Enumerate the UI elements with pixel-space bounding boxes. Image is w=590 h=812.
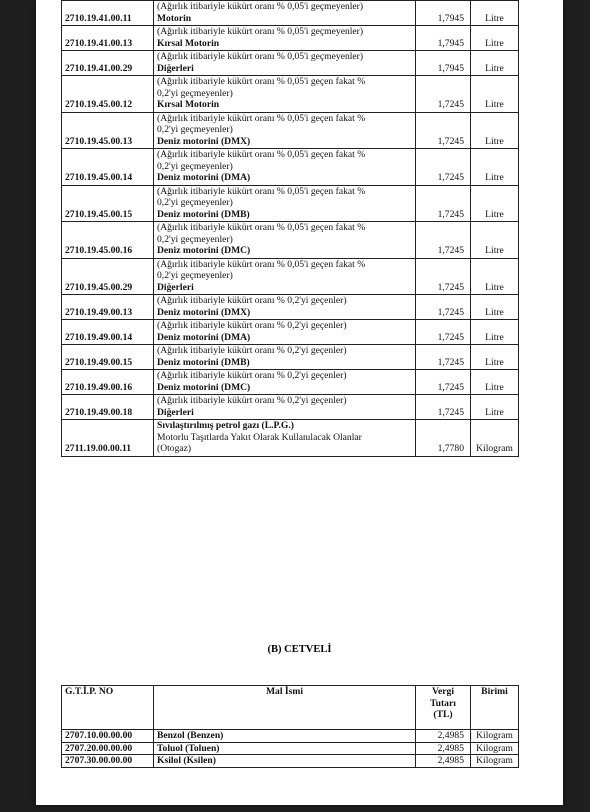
unit-cell: Litre xyxy=(471,222,519,259)
unit-cell: Kilogram xyxy=(471,730,519,743)
tax-amount-cell: 1,7945 xyxy=(416,26,471,51)
product-name-bold: Kırsal Motorin xyxy=(157,99,220,110)
product-name-line: (Otogaz) xyxy=(157,443,192,454)
product-name-line: (Ağırlık itibariyle kükürt oranı % 0,05'i geçen fakat % xyxy=(157,222,366,233)
tax-amount-cell: 1,7780 xyxy=(416,420,471,457)
product-name-bold: Diğerleri xyxy=(157,281,194,293)
product-name-cell xyxy=(154,370,416,395)
product-name-line: 0,2'yi geçmeyenler) xyxy=(157,160,233,172)
product-name-cell xyxy=(154,76,416,113)
gtip-code-cell: 2710.19.49.00.13 xyxy=(62,295,154,320)
tax-amount-cell: 1,7245 xyxy=(416,258,471,295)
product-name-line: (Ağırlık itibariyle kükürt oranı % 0,05'i geçen fakat % xyxy=(157,258,366,270)
unit-cell: Litre xyxy=(471,395,519,420)
column-header-code: G.T.İ.P. NO xyxy=(62,686,154,730)
gtip-code-cell: 2710.19.49.00.16 xyxy=(62,370,154,395)
tax-table-b xyxy=(61,685,519,768)
column-header-tax xyxy=(416,686,471,730)
product-name-bold: Deniz motorini (DMX) xyxy=(157,306,251,318)
product-name-line: (Ağırlık itibariyle kükürt oranı % 0,05'i geçmeyenler) xyxy=(157,26,364,37)
table-row xyxy=(62,222,519,259)
unit-cell: Litre xyxy=(471,295,519,320)
product-name-line: (Ağırlık itibariyle kükürt oranı % 0,05'i geçen fakat % xyxy=(157,149,366,160)
product-name-cell xyxy=(154,295,416,320)
gtip-code-cell: 2707.10.00.00.00 xyxy=(62,730,154,743)
gtip-code-cell: 2710.19.45.00.16 xyxy=(62,222,154,259)
product-name-line: (Ağırlık itibariyle kükürt oranı % 0,2'yi geçenler) xyxy=(157,345,347,356)
tax-amount-cell: 1,7945 xyxy=(416,51,471,76)
document-page xyxy=(36,0,563,805)
product-name-cell xyxy=(154,320,416,345)
table-row xyxy=(62,755,519,768)
product-name-line: (Ağırlık itibariyle kükürt oranı % 0,2'yi geçenler) xyxy=(157,395,347,406)
gtip-code-cell: 2710.19.41.00.29 xyxy=(62,51,154,76)
product-name-line: 0,2'yi geçmeyenler) xyxy=(157,270,233,281)
table-row xyxy=(62,258,519,295)
product-name-cell xyxy=(154,258,416,295)
product-name-cell xyxy=(154,26,416,51)
product-name-bold: Deniz motorini (DMA) xyxy=(157,331,251,343)
tax-amount-cell: 1,7245 xyxy=(416,222,471,259)
unit-cell: Litre xyxy=(471,258,519,295)
gtip-code-cell: 2710.19.45.00.13 xyxy=(62,112,154,149)
table-row xyxy=(62,730,519,743)
gtip-code-cell: 2710.19.49.00.18 xyxy=(62,395,154,420)
product-name-line: (Ağırlık itibariyle kükürt oranı % 0,2'yi geçenler) xyxy=(157,295,347,306)
unit-cell: Litre xyxy=(471,149,519,186)
tax-table-b-body xyxy=(62,730,519,768)
product-name-bold: Deniz motorini (DMA) xyxy=(157,172,251,183)
table-row xyxy=(62,420,519,457)
product-name-cell xyxy=(154,395,416,420)
gtip-code-cell: 2710.19.41.00.11 xyxy=(62,1,154,26)
unit-cell: Litre xyxy=(471,345,519,370)
product-name-bold: Deniz motorini (DMB) xyxy=(157,356,250,368)
unit-cell: Litre xyxy=(471,76,519,113)
table-row xyxy=(62,395,519,420)
tax-amount-cell: 1,7245 xyxy=(416,370,471,395)
product-name-cell xyxy=(154,51,416,76)
tax-amount-cell: 1,7945 xyxy=(416,1,471,26)
product-name-line: 0,2'yi geçmeyenler) xyxy=(157,233,233,245)
table-row xyxy=(62,149,519,186)
unit-cell: Litre xyxy=(471,185,519,222)
tax-amount-cell: 1,7245 xyxy=(416,76,471,113)
product-name-line: 0,2'yi geçmeyenler) xyxy=(157,124,233,135)
product-name-line: (Ağırlık itibariyle kükürt oranı % 0,05'i geçmeyenler) xyxy=(157,1,364,12)
product-name-cell xyxy=(154,149,416,186)
gtip-code-cell: 2710.19.49.00.15 xyxy=(62,345,154,370)
column-header-tax-line: (TL) xyxy=(433,709,453,720)
product-name-line: 0,2'yi geçmeyenler) xyxy=(157,197,233,208)
product-name-bold: Deniz motorini (DMB) xyxy=(157,208,250,220)
product-name-bold: Deniz motorini (DMC) xyxy=(157,381,251,393)
table-row xyxy=(62,112,519,149)
gtip-code-cell: 2710.19.49.00.14 xyxy=(62,320,154,345)
product-name-cell: Benzol (Benzen) xyxy=(154,730,416,743)
tax-amount-cell: 2,4985 xyxy=(416,755,471,768)
gtip-code-cell: 2707.30.00.00.00 xyxy=(62,755,154,768)
table-row xyxy=(62,51,519,76)
product-name-line: (Ağırlık itibariyle kükürt oranı % 0,05'i geçen fakat % xyxy=(157,76,366,87)
product-name-cell xyxy=(154,185,416,222)
column-header-tax-line: Tutarı xyxy=(430,697,456,709)
product-name-line: (Ağırlık itibariyle kükürt oranı % 0,2'yi geçenler) xyxy=(157,320,347,331)
tax-amount-cell: 1,7245 xyxy=(416,185,471,222)
tax-amount-cell: 1,7245 xyxy=(416,295,471,320)
gtip-code-cell: 2710.19.45.00.29 xyxy=(62,258,154,295)
product-name-bold: Deniz motorini (DMC) xyxy=(157,245,251,256)
unit-cell: Litre xyxy=(471,1,519,26)
product-name-cell xyxy=(154,112,416,149)
unit-cell: Litre xyxy=(471,26,519,51)
product-name-line: (Ağırlık itibariyle kükürt oranı % 0,2'yi geçenler) xyxy=(157,370,347,381)
section-b-title: (B) CETVELİ xyxy=(267,644,332,655)
table-row xyxy=(62,345,519,370)
table-row xyxy=(62,295,519,320)
product-name-bold: Kırsal Motorin xyxy=(157,37,220,49)
product-name-bold: Motorin xyxy=(157,12,192,24)
product-name-line: Motorlu Taşıtlarda Yakıt Olarak Kullanılacak Olanlar xyxy=(157,431,362,443)
table-row xyxy=(62,185,519,222)
tax-amount-cell: 1,7245 xyxy=(416,320,471,345)
table-header-row xyxy=(62,686,519,730)
unit-cell: Litre xyxy=(471,320,519,345)
product-name-cell: Ksilol (Ksilen) xyxy=(154,755,416,768)
unit-cell: Kilogram xyxy=(471,755,519,768)
product-name-line: 0,2'yi geçmeyenler) xyxy=(157,87,233,99)
gtip-code-cell: 2710.19.45.00.14 xyxy=(62,149,154,186)
product-name-bold: Diğerleri xyxy=(157,406,194,418)
product-name-bold: Deniz motorini (DMX) xyxy=(157,135,251,147)
gtip-code-cell: 2710.19.41.00.13 xyxy=(62,26,154,51)
product-name-cell: Toluol (Toluen) xyxy=(154,742,416,755)
tax-amount-cell: 1,7245 xyxy=(416,112,471,149)
tax-amount-cell: 1,7245 xyxy=(416,345,471,370)
product-name-cell xyxy=(154,345,416,370)
column-header-name: Mal İsmi xyxy=(154,686,416,730)
column-header-unit: Birimi xyxy=(471,686,519,730)
unit-cell: Kilogram xyxy=(471,420,519,457)
product-name-cell xyxy=(154,1,416,26)
column-header-tax-line: Vergi xyxy=(431,686,455,697)
unit-cell: Litre xyxy=(471,370,519,395)
product-name-bold: Diğerleri xyxy=(157,62,194,74)
unit-cell: Litre xyxy=(471,51,519,76)
tax-amount-cell: 1,7245 xyxy=(416,149,471,186)
product-name-cell xyxy=(154,420,416,457)
tax-table-a-body xyxy=(62,1,519,457)
table-row xyxy=(62,742,519,755)
table-row xyxy=(62,1,519,26)
tax-amount-cell: 2,4985 xyxy=(416,730,471,743)
unit-cell: Litre xyxy=(471,112,519,149)
product-name-line: (Ağırlık itibariyle kükürt oranı % 0,05'i geçmeyenler) xyxy=(157,51,364,62)
tax-table-a xyxy=(61,0,519,457)
product-name-line: (Ağırlık itibariyle kükürt oranı % 0,05'i geçen fakat % xyxy=(157,185,366,197)
gtip-code-cell: 2711.19.00.00.11 xyxy=(62,420,154,457)
product-name-bold: Sıvılaştırılmış petrol gazı (L.P.G.) xyxy=(157,420,294,431)
tax-amount-cell: 2,4985 xyxy=(416,742,471,755)
gtip-code-cell: 2710.19.45.00.15 xyxy=(62,185,154,222)
unit-cell: Kilogram xyxy=(471,742,519,755)
gtip-code-cell: 2710.19.45.00.12 xyxy=(62,76,154,113)
product-name-line: (Ağırlık itibariyle kükürt oranı % 0,05'i geçen fakat % xyxy=(157,112,366,124)
product-name-cell xyxy=(154,222,416,259)
gtip-code-cell: 2707.20.00.00.00 xyxy=(62,742,154,755)
table-row xyxy=(62,370,519,395)
tax-amount-cell: 1,7245 xyxy=(416,395,471,420)
table-row xyxy=(62,320,519,345)
table-row xyxy=(62,76,519,113)
table-row xyxy=(62,26,519,51)
